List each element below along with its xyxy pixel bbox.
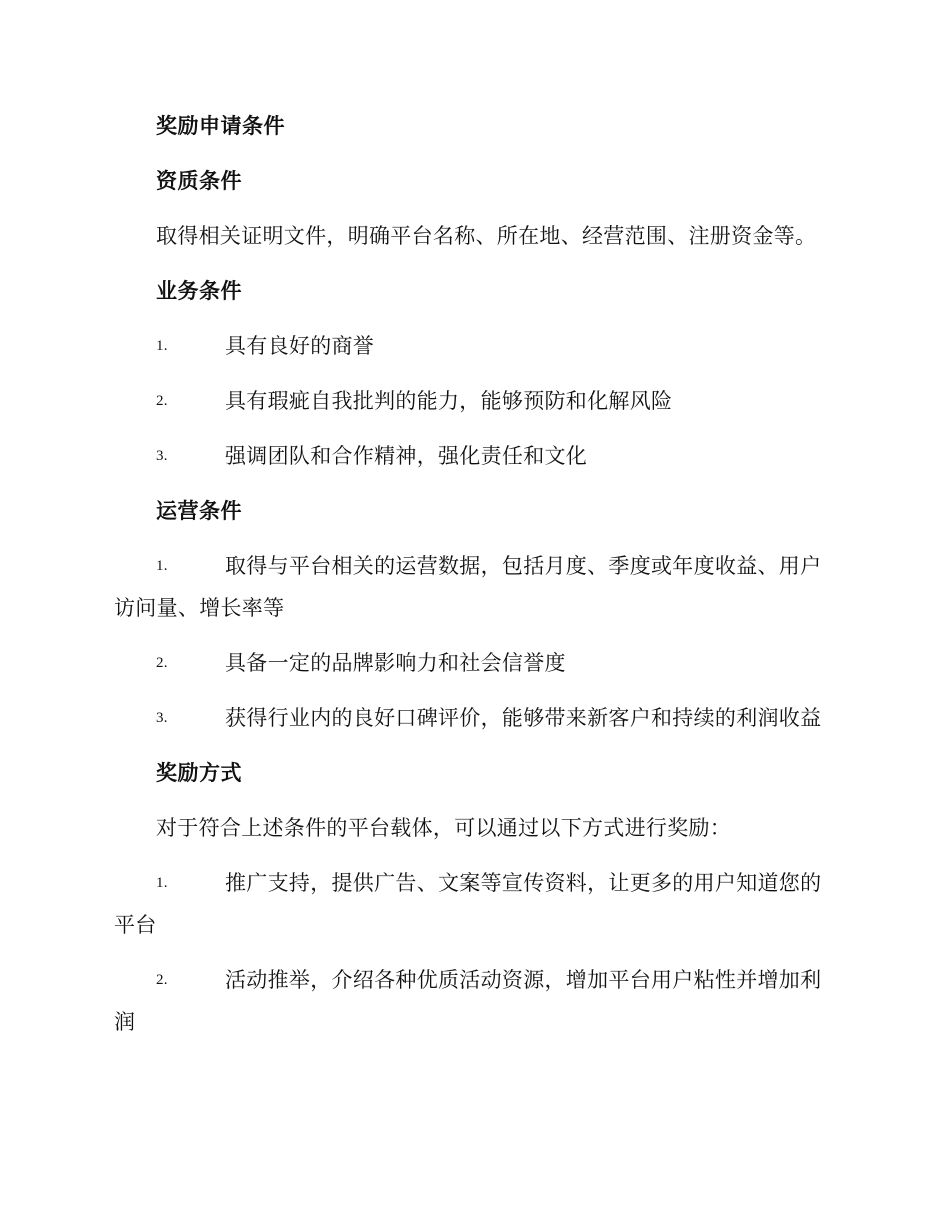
list-item [114,862,834,946]
qualification-heading: 资质条件 [156,169,242,193]
list-number: 3. [156,710,168,726]
list-number: 2. [156,393,168,409]
document-content [114,105,834,1056]
list-item-text: 具有瑕疵自我批判的能力，能够预防和化解风险 [225,389,673,413]
list-number: 3. [156,448,168,464]
list-item [114,380,834,422]
reward-heading: 奖励方式 [156,761,242,785]
list-item-text: 获得行业内的良好口碑评价，能够带来新客户和持续的利润收益 [225,706,822,730]
list-number: 1. [156,558,168,574]
list-number: 1. [156,338,168,354]
qualification-text: 取得相关证明文件，明确平台名称、所在地、经营范围、注册资金等。 [156,224,817,248]
list-item [114,959,834,1043]
list-item [114,697,834,739]
document-title: 奖励申请条件 [156,114,285,138]
list-number: 2. [156,655,168,671]
list-item-text: 取得与平台相关的运营数据，包括月度、季度或年度收益、用户访问量、增长率等 [114,554,822,620]
list-number: 1. [156,875,168,891]
list-item [114,325,834,367]
list-item-text: 具备一定的品牌影响力和社会信誉度 [225,651,566,675]
reward-intro: 对于符合上述条件的平台载体，可以通过以下方式进行奖励： [156,816,732,840]
list-item-text: 具有良好的商誉 [225,334,375,358]
list-item-text: 推广支持，提供广告、文案等宣传资料，让更多的用户知道您的平台 [114,871,822,937]
business-heading: 业务条件 [156,279,242,303]
list-item-text: 活动推举，介绍各种优质活动资源，增加平台用户粘性并增加利润 [114,968,822,1034]
list-item-text: 强调团队和合作精神，强化责任和文化 [225,444,588,468]
list-item [114,435,834,477]
list-number: 2. [156,972,168,988]
list-item [114,642,834,684]
operation-heading: 运营条件 [156,499,242,523]
list-item [114,545,834,629]
